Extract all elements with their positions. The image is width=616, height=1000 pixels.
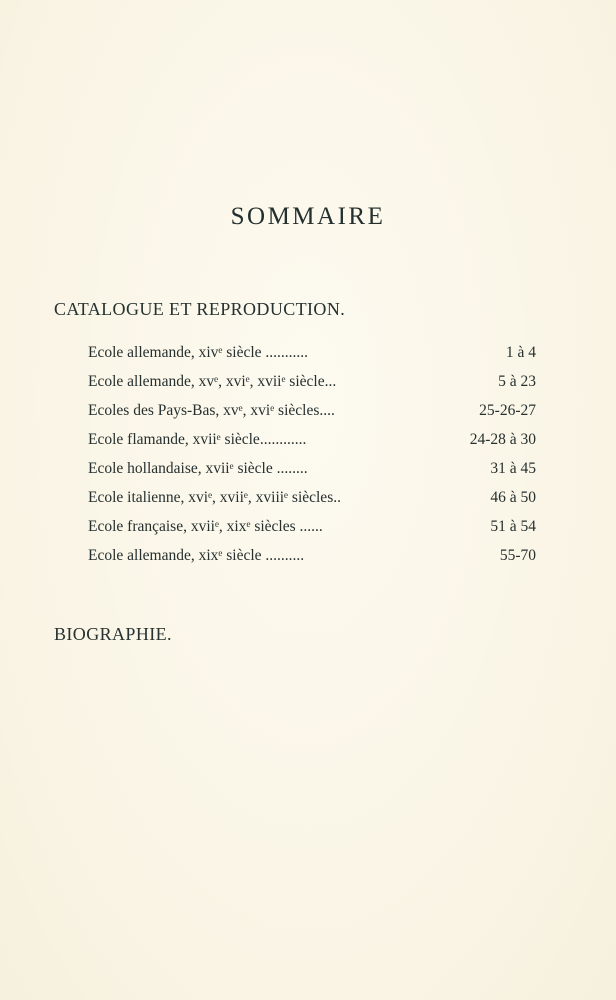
toc-entry-pages: 55-70 — [499, 547, 536, 564]
toc-entry-label: Ecole française, xviiᵉ, xixᵉ siècles ...... — [88, 518, 323, 535]
toc-row — [88, 431, 536, 460]
section-heading-catalogue: CATALOGUE ET REPRODUCTION. — [54, 299, 346, 319]
toc-row — [88, 460, 536, 489]
table-of-contents — [88, 344, 536, 576]
toc-entry-pages: 25-26-27 — [479, 402, 536, 419]
toc-entry-pages: 24-28 à 30 — [469, 431, 536, 448]
page-title: SOMMAIRE — [230, 203, 386, 230]
toc-entry-pages: 5 à 23 — [498, 373, 536, 390]
toc-entry-label: Ecole flamande, xviiᵉ siècle............ — [88, 431, 307, 448]
toc-row — [88, 547, 536, 576]
toc-entry-pages: 31 à 45 — [490, 460, 536, 477]
toc-entry-label: Ecole allemande, xixᵉ siècle .......... — [88, 547, 305, 564]
toc-entry-label: Ecole hollandaise, xviiᵉ siècle ........ — [88, 460, 308, 477]
toc-entry-label: Ecoles des Pays-Bas, xvᵉ, xviᵉ siècles.... — [88, 402, 335, 419]
toc-row — [88, 402, 536, 431]
toc-row — [88, 344, 536, 373]
toc-entry-label: Ecole allemande, xivᵉ siècle ........... — [88, 344, 309, 361]
section-heading-biographie: BIOGRAPHIE. — [54, 624, 172, 644]
toc-entry-label: Ecole italienne, xviᵉ, xviiᵉ, xviiiᵉ siècles.. — [88, 489, 341, 506]
toc-entry-label: Ecole allemande, xvᵉ, xviᵉ, xviiᵉ siècle... — [88, 373, 337, 390]
toc-entry-pages: 1 à 4 — [505, 344, 536, 361]
toc-row — [88, 489, 536, 518]
toc-entry-pages: 51 à 54 — [490, 518, 536, 535]
toc-row — [88, 518, 536, 547]
toc-row — [88, 373, 536, 402]
toc-entry-pages: 46 à 50 — [490, 489, 536, 506]
